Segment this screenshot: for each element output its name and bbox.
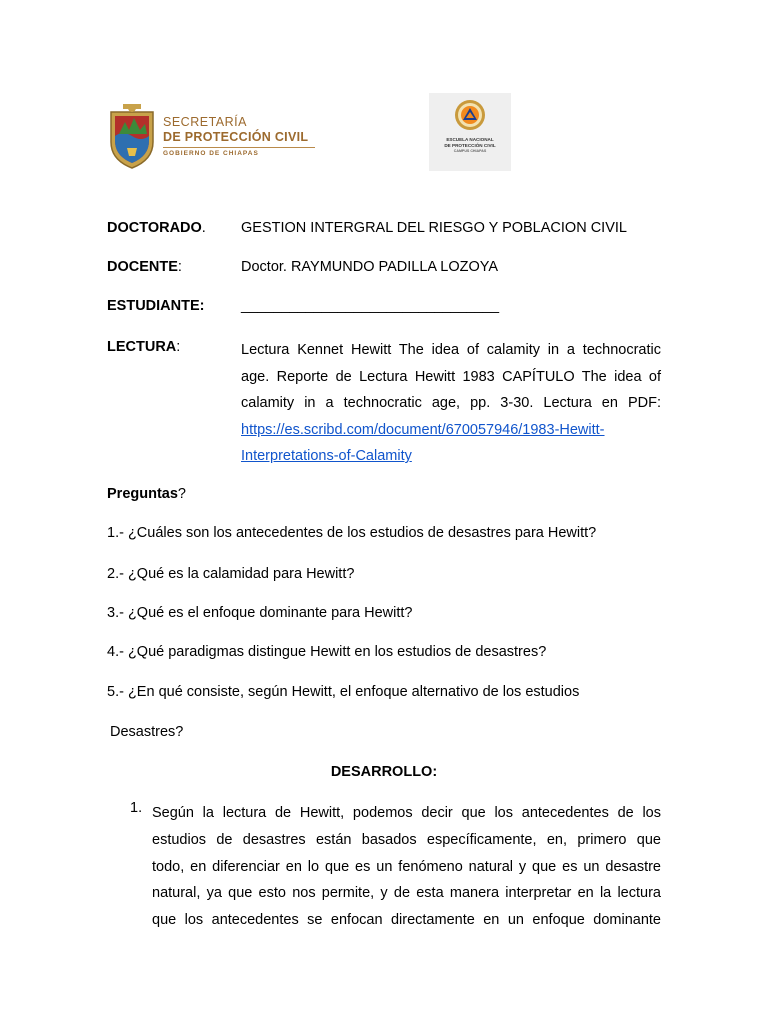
desarrollo-item-text — [152, 800, 661, 934]
secretaria-line3: GOBIERNO DE CHIAPAS — [163, 150, 259, 157]
lectura-line: Lectura Kennet Hewitt The idea of calamity in a technocratic — [241, 342, 661, 358]
secretaria-divider — [163, 147, 315, 148]
secretaria-line1: SECRETARÍA — [163, 115, 247, 129]
chiapas-crest-icon — [107, 100, 157, 170]
docente-value: Doctor. RAYMUNDO PADILLA LOZOYA — [241, 259, 499, 275]
desarrollo-heading: DESARROLLO: — [330, 764, 438, 780]
pregunta-item: 2.- ¿Qué es la calamidad para Hewitt? — [107, 566, 355, 582]
proteccion-civil-seal-icon — [454, 99, 486, 131]
escuela-line1: ESCUELA NACIONAL — [446, 137, 494, 142]
escuela-line3: CAMPUS CHIAPAS — [453, 149, 487, 154]
pregunta-item: 5.- ¿En qué consiste, según Hewitt, el enfoque alternativo de los estudios — [107, 684, 580, 700]
secretaria-line2: DE PROTECCIÓN CIVIL — [163, 129, 309, 144]
pregunta-item: 1.- ¿Cuáles son los antecedentes de los estudios de desastres para Hewitt? — [107, 525, 597, 541]
desarrollo-line: estudios de desastres están basados específicamente, en, primero que — [152, 831, 661, 848]
secretaria-wordmark — [163, 116, 315, 158]
desarrollo-line: que los antecedentes se enfocan directamente en un enfoque dominante — [152, 912, 661, 929]
secretaria-logo — [107, 100, 317, 172]
lectura-label: LECTURA: — [107, 339, 181, 355]
pregunta-item: 4.- ¿Qué paradigmas distingue Hewitt en los estudios de desastres? — [107, 644, 547, 660]
escuela-line2: DE PROTECCIÓN CIVIL — [444, 142, 496, 148]
escuela-logo — [429, 93, 511, 171]
doctorado-label: DOCTORADO. — [107, 220, 206, 236]
desarrollo-item-number: 1. — [130, 800, 143, 816]
estudiante-label: ESTUDIANTE: — [107, 298, 205, 314]
lectura-value — [241, 337, 661, 470]
desarrollo-line: natural, ya que esto nos permite, y de esta manera interpretar en la lectura — [152, 885, 661, 902]
lectura-link[interactable]: https://es.scribd.com/document/670057946/1983-Hewitt- Interpretations-of-Calamity — [241, 421, 605, 464]
pregunta-item: 3.- ¿Qué es el enfoque dominante para Hewitt? — [107, 605, 413, 621]
doctorado-value: GESTION INTERGRAL DEL RIESGO Y POBLACION CIVIL — [241, 220, 627, 236]
lectura-line: age. Reporte de Lectura Hewitt 1983 CAPÍTULO The idea of — [241, 368, 661, 385]
estudiante-value: ________________________________ — [241, 298, 500, 314]
pregunta-continuation: Desastres? — [110, 724, 184, 740]
desarrollo-line: todo, en diferenciar en lo que es un fenómeno natural y que es un desastre — [152, 858, 661, 875]
lectura-line: calamity in a technocratic age, pp. 3-30. Lectura en PDF: — [241, 395, 661, 411]
desarrollo-line: Según la lectura de Hewitt, podemos decir que los antecedentes de los — [152, 805, 661, 821]
docente-label: DOCENTE: — [107, 259, 182, 275]
escuela-wordmark — [429, 137, 511, 154]
preguntas-title: Preguntas? — [107, 486, 186, 502]
